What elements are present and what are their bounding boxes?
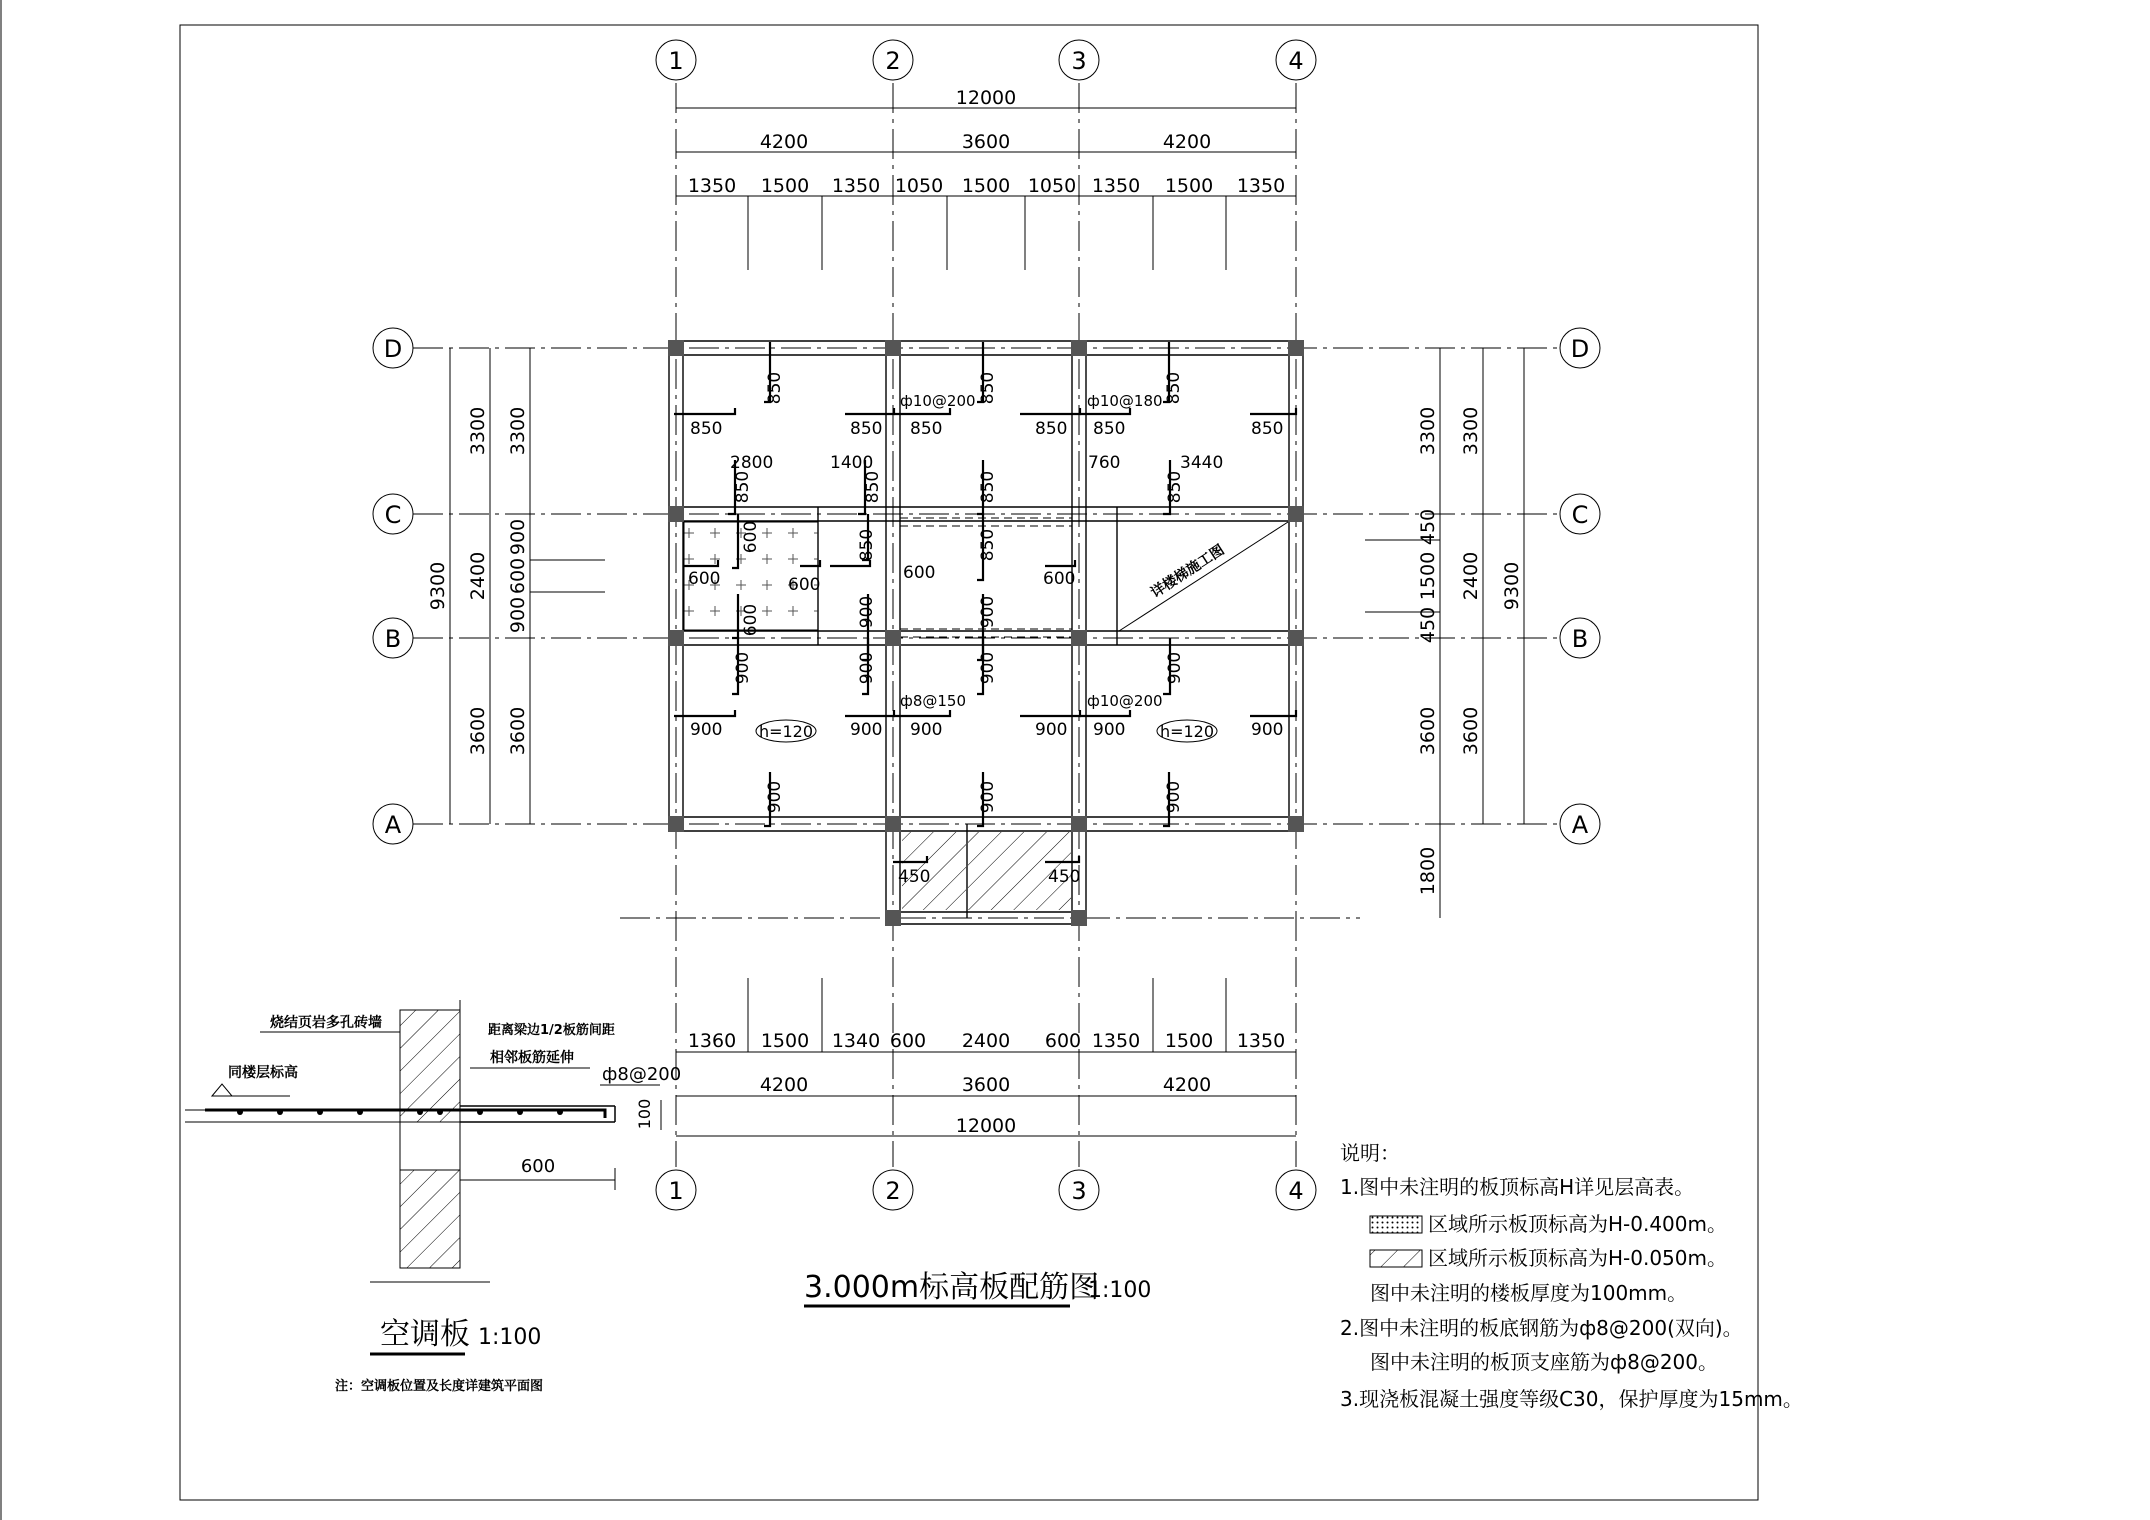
svg-text:2400: 2400	[467, 551, 489, 601]
svg-text:900: 900	[1165, 651, 1185, 685]
svg-text:3300: 3300	[1460, 406, 1482, 456]
svg-text:3600: 3600	[507, 706, 529, 756]
axis-label-A-left: A	[384, 811, 402, 839]
slab-thickness-left: h=120	[758, 722, 814, 741]
svg-text:450: 450	[1417, 606, 1439, 644]
notes-heading: 说明：	[1340, 1141, 1400, 1165]
axis-label-D-left: D	[383, 335, 403, 363]
svg-text:600: 600	[507, 557, 529, 595]
top-bay-2: 3600	[961, 131, 1011, 153]
detail-wall-note: 烧结页岩多孔砖墙	[270, 1015, 382, 1031]
svg-text:9300: 9300	[427, 561, 449, 611]
svg-text:900: 900	[1093, 720, 1126, 740]
svg-text:3600: 3600	[467, 706, 489, 756]
detail-footnote: 注：空调板位置及长度详建筑平面图	[335, 1379, 544, 1394]
top-total-dim: 12000	[955, 87, 1017, 109]
svg-text:1350: 1350	[1091, 175, 1141, 197]
detail-beam-note: 距离梁边1/2板筋间距	[488, 1023, 615, 1038]
plan-scale: 1:100	[1088, 1278, 1152, 1303]
axis-label-3-bottom: 3	[1071, 1177, 1087, 1205]
svg-text:1050: 1050	[894, 175, 944, 197]
dim-chain-bottom	[676, 978, 1296, 1136]
svg-text:900: 900	[765, 780, 785, 814]
svg-text:900: 900	[857, 651, 877, 685]
svg-text:760: 760	[1088, 453, 1121, 473]
svg-text:850: 850	[1165, 470, 1185, 504]
svg-text:450: 450	[1417, 508, 1439, 546]
top-bay-1: 4200	[759, 131, 809, 153]
axis-label-4-top: 4	[1288, 47, 1304, 75]
axis-label-C-left: C	[384, 501, 402, 529]
svg-text:850: 850	[850, 419, 883, 439]
detail-extend-note: 相邻板筋延伸	[490, 1050, 574, 1066]
detail-scale: 1:100	[478, 1325, 542, 1350]
axis-label-2-bottom: 2	[885, 1177, 901, 1205]
svg-text:1360: 1360	[687, 1030, 737, 1052]
left-border-line	[1, 0, 2, 1520]
notes-line-5: 2.图中未注明的板底钢筋为ф8@200(双向)。	[1340, 1316, 1743, 1340]
svg-text:900: 900	[857, 595, 877, 629]
svg-text:1350: 1350	[1236, 1030, 1286, 1052]
axis-label-1-top: 1	[668, 47, 684, 75]
notes-line-1: 1.图中未注明的板顶标高H详见层高表。	[1340, 1175, 1695, 1199]
svg-text:850: 850	[1093, 419, 1126, 439]
svg-text:ф8@150: ф8@150	[900, 692, 966, 710]
bottom-total-dim: 12000	[955, 1115, 1017, 1137]
svg-text:850: 850	[1164, 371, 1184, 405]
svg-text:ф10@180: ф10@180	[1087, 392, 1163, 410]
svg-text:900: 900	[978, 780, 998, 814]
axis-label-2-top: 2	[885, 47, 901, 75]
svg-text:450: 450	[898, 867, 931, 887]
svg-text:3300: 3300	[507, 406, 529, 456]
svg-text:ф10@200: ф10@200	[1087, 692, 1163, 710]
svg-text:900: 900	[507, 518, 529, 556]
svg-text:1500: 1500	[760, 175, 810, 197]
svg-text:900: 900	[850, 720, 883, 740]
detail-title: 空调板	[380, 1317, 470, 1352]
svg-text:900: 900	[978, 651, 998, 685]
legend-hatch-swatch	[1370, 1250, 1422, 1267]
svg-text:900: 900	[1164, 780, 1184, 814]
svg-text:1350: 1350	[687, 175, 737, 197]
notes-line-3: 区域所示板顶标高为H-0.050m。	[1428, 1246, 1727, 1270]
svg-text:900: 900	[1251, 720, 1284, 740]
dim-texts	[427, 87, 1523, 1137]
axis-label-D-right: D	[1570, 335, 1590, 363]
svg-text:1500: 1500	[1417, 551, 1439, 601]
top-bay-3: 4200	[1162, 131, 1212, 153]
svg-text:1500: 1500	[961, 175, 1011, 197]
svg-text:600: 600	[741, 603, 761, 637]
notes-line-6: 图中未注明的板顶支座筋为ф8@200。	[1370, 1350, 1718, 1374]
plan-title: 3.000m标高板配筋图	[804, 1270, 1100, 1305]
axis-label-A-right: A	[1571, 811, 1589, 839]
svg-text:900: 900	[733, 651, 753, 685]
dim-chain-right	[1365, 348, 1524, 918]
notes-line-4: 图中未注明的楼板厚度为100mm。	[1370, 1281, 1688, 1305]
svg-text:850: 850	[978, 470, 998, 504]
detail-rebar: ф8@200	[602, 1064, 682, 1085]
detail-level-note: 同楼层标高	[228, 1065, 298, 1081]
legend-dots-swatch	[1370, 1216, 1422, 1233]
svg-text:850: 850	[1251, 419, 1284, 439]
svg-text:2400: 2400	[961, 1030, 1011, 1052]
svg-text:1350: 1350	[1236, 175, 1286, 197]
svg-text:850: 850	[765, 371, 785, 405]
svg-text:2400: 2400	[1460, 551, 1482, 601]
svg-text:3300: 3300	[1417, 406, 1439, 456]
svg-text:850: 850	[978, 528, 998, 562]
svg-text:1350: 1350	[831, 175, 881, 197]
axis-label-3-top: 3	[1071, 47, 1087, 75]
svg-text:600: 600	[889, 1030, 927, 1052]
svg-text:600: 600	[741, 520, 761, 554]
notes-line-2: 区域所示板顶标高为H-0.400m。	[1428, 1212, 1727, 1236]
ac-slab-detail	[185, 1000, 684, 1394]
axis-label-C-right: C	[1571, 501, 1589, 529]
svg-text:9300: 9300	[1501, 561, 1523, 611]
axis-label-B-left: B	[384, 625, 402, 653]
svg-text:3440: 3440	[1180, 453, 1224, 473]
detail-thickness: 100	[635, 1098, 654, 1130]
bottom-bay-2: 3600	[961, 1074, 1011, 1096]
svg-text:1350: 1350	[1091, 1030, 1141, 1052]
svg-text:850: 850	[910, 419, 943, 439]
svg-text:1500: 1500	[1164, 175, 1214, 197]
slab-thickness-right: h=120	[1159, 722, 1215, 741]
svg-text:600: 600	[1044, 1030, 1082, 1052]
svg-text:600: 600	[688, 569, 721, 589]
svg-text:900: 900	[690, 720, 723, 740]
floor-plan	[373, 40, 1600, 1306]
bottom-bay-3: 4200	[1162, 1074, 1212, 1096]
notes-block	[1340, 1141, 1803, 1411]
svg-text:3300: 3300	[467, 406, 489, 456]
svg-text:1400: 1400	[830, 453, 874, 473]
svg-text:600: 600	[1043, 569, 1076, 589]
svg-text:450: 450	[1048, 867, 1081, 887]
svg-text:850: 850	[857, 528, 877, 562]
detail-length: 600	[520, 1156, 556, 1177]
svg-text:600: 600	[788, 575, 821, 595]
svg-text:850: 850	[690, 419, 723, 439]
svg-text:900: 900	[978, 595, 998, 629]
svg-text:850: 850	[1035, 419, 1068, 439]
svg-text:900: 900	[1035, 720, 1068, 740]
svg-text:3600: 3600	[1460, 706, 1482, 756]
svg-text:2800: 2800	[730, 453, 774, 473]
svg-text:850: 850	[978, 371, 998, 405]
axis-label-4-bottom: 4	[1288, 1177, 1304, 1205]
svg-text:1050: 1050	[1027, 175, 1077, 197]
svg-text:1340: 1340	[831, 1030, 881, 1052]
axis-label-1-bottom: 1	[668, 1177, 684, 1205]
notes-line-7: 3.现浇板混凝土强度等级C30，保护厚度为15mm。	[1340, 1387, 1803, 1411]
axis-label-B-right: B	[1571, 625, 1589, 653]
svg-text:850: 850	[863, 470, 883, 504]
svg-text:1500: 1500	[1164, 1030, 1214, 1052]
svg-text:ф10@200: ф10@200	[900, 392, 976, 410]
svg-text:3600: 3600	[1417, 706, 1439, 756]
svg-text:900: 900	[507, 596, 529, 634]
svg-text:1500: 1500	[760, 1030, 810, 1052]
svg-text:600: 600	[903, 563, 936, 583]
svg-text:850: 850	[733, 470, 753, 504]
stair-opening-diagonal	[1119, 522, 1288, 631]
svg-text:900: 900	[910, 720, 943, 740]
stair-note: 详楼梯施工图	[1148, 542, 1228, 602]
bottom-bay-1: 4200	[759, 1074, 809, 1096]
svg-text:1800: 1800	[1417, 846, 1439, 896]
